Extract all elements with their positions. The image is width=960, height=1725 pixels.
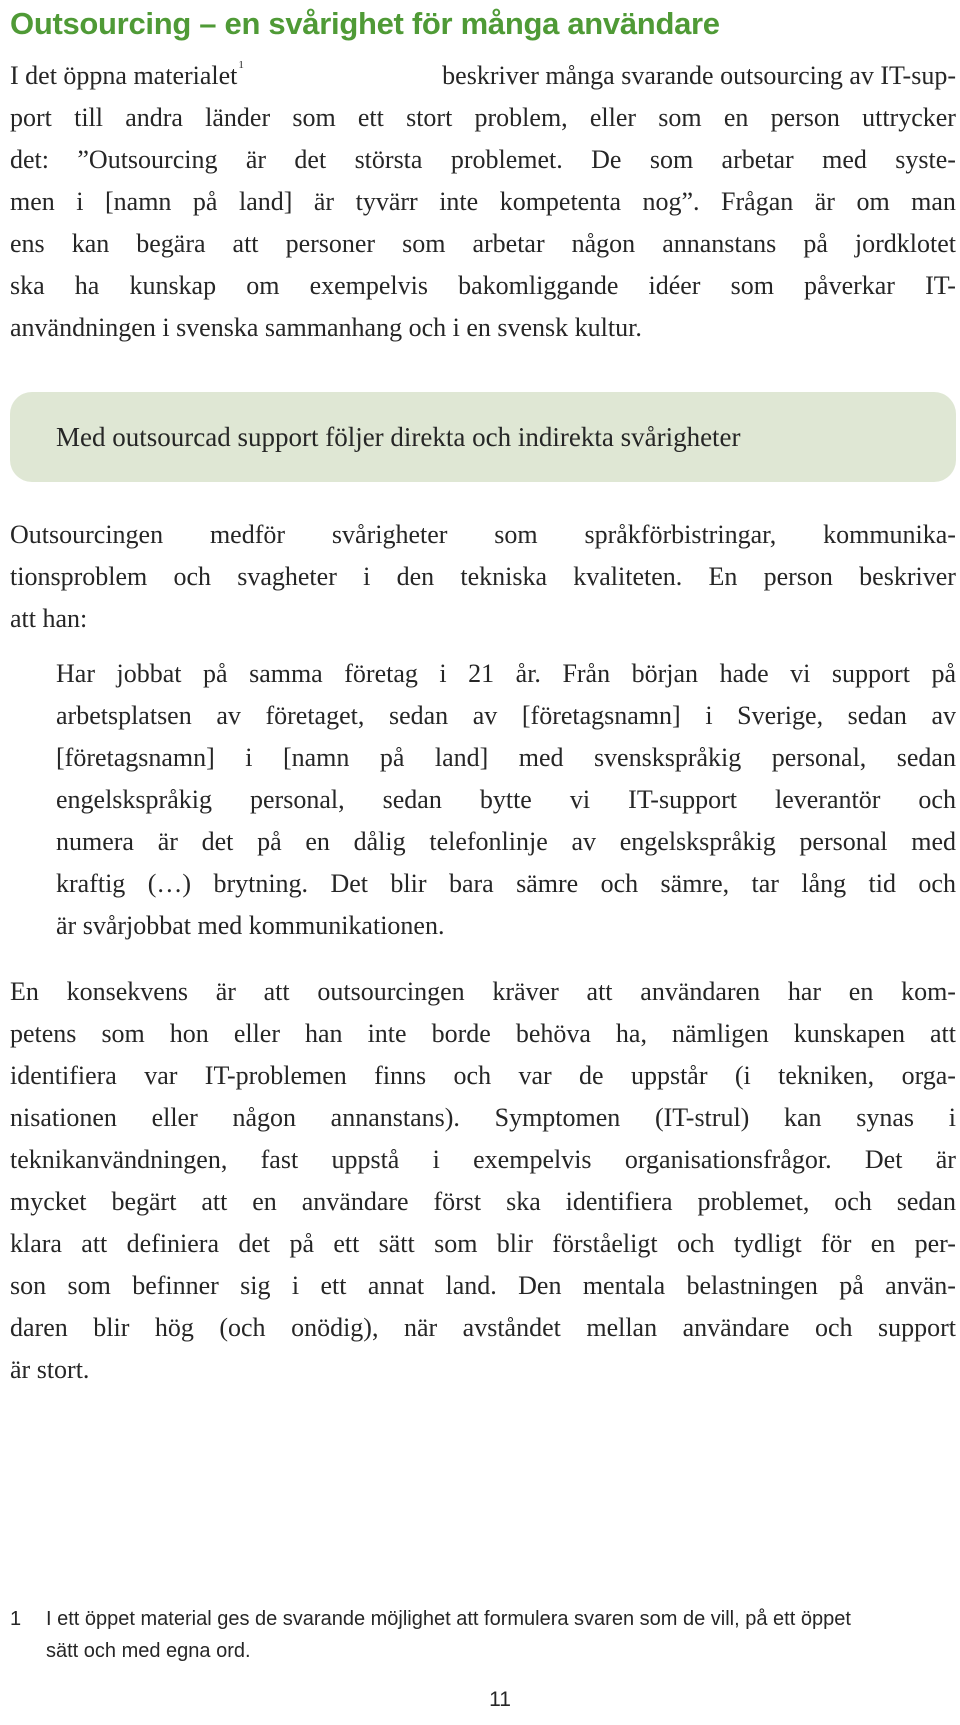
word: person (770, 103, 840, 132)
word: det (294, 145, 327, 174)
word: annat (367, 1271, 425, 1300)
word: som (292, 103, 336, 132)
word: bara (448, 869, 494, 898)
footnote (10, 1603, 956, 1667)
word: medför (209, 520, 286, 549)
word: (IT-strul) (654, 1103, 750, 1132)
word: först (433, 1187, 482, 1216)
word: på (257, 827, 282, 856)
quote-line (56, 695, 956, 737)
word: sedan (847, 701, 907, 730)
paragraph-intro (10, 55, 956, 349)
word: och (676, 1229, 715, 1258)
word: är (157, 827, 178, 856)
paragraph-line (10, 1307, 956, 1349)
footnote-number: 1 (10, 1608, 22, 1630)
word: språkförbistringar, (584, 520, 777, 549)
quote-line (56, 779, 956, 821)
word: i (291, 1271, 300, 1300)
word: problem, (474, 103, 568, 132)
word: arbetar (721, 145, 794, 174)
word: land] (434, 743, 489, 772)
block-quote (56, 653, 956, 947)
word: son (10, 1271, 47, 1300)
word: de (579, 1061, 604, 1090)
word: mycket (10, 1187, 87, 1216)
word: Outsourcingen (10, 520, 164, 549)
word: problemet, (697, 1187, 810, 1216)
line-text: beskriver många svarande outsourcing av IT-sup- (442, 61, 956, 90)
word: är (245, 145, 267, 174)
word: fast (260, 1145, 299, 1174)
word: hon (169, 1019, 209, 1048)
word: som (494, 520, 538, 549)
word: sätt (378, 1229, 415, 1258)
word: och (918, 869, 956, 898)
word: på (203, 659, 228, 688)
word: på (931, 659, 956, 688)
word: tionsproblem (10, 562, 148, 591)
word: påverkar (804, 271, 895, 300)
word: Frågan (721, 187, 794, 216)
word: ha (74, 271, 100, 300)
word: när (403, 1313, 438, 1342)
word: uppstå (331, 1145, 400, 1174)
word: i (705, 701, 713, 730)
word: (…) (147, 869, 192, 898)
word: organisationsfrågor. (624, 1145, 832, 1174)
word: som (67, 1271, 111, 1300)
word: uppstår (630, 1061, 708, 1090)
word: ett (320, 1271, 347, 1300)
word: land. (445, 1271, 497, 1300)
word: hade (719, 659, 769, 688)
paragraph-line (10, 1265, 956, 1307)
footnote-text (46, 1603, 851, 1667)
word: land] (238, 187, 293, 216)
word: som (658, 103, 702, 132)
word: De (591, 145, 622, 174)
word: port (10, 103, 52, 132)
paragraph-line (10, 265, 956, 307)
paragraph-line (10, 971, 956, 1013)
word: vi (569, 785, 591, 814)
word: tid (868, 869, 896, 898)
word: jordklotet (854, 229, 956, 258)
word: lång (801, 869, 847, 898)
word: år. (515, 659, 541, 688)
word: vi (790, 659, 811, 688)
word: på (839, 1271, 864, 1300)
word: största (354, 145, 423, 174)
word: identifiera (10, 1061, 117, 1090)
word: begärt (111, 1187, 177, 1216)
word: ska (10, 271, 45, 300)
word: att (201, 1187, 228, 1216)
word: det (201, 827, 234, 856)
word: per- (914, 1229, 956, 1258)
word: ha, (615, 1019, 647, 1048)
word: petens (10, 1019, 77, 1048)
word: numera (56, 827, 134, 856)
word: daren (10, 1313, 68, 1342)
word: på (803, 229, 828, 258)
word: Har (56, 659, 95, 688)
word: annanstans). (330, 1103, 460, 1132)
footnote-line: sätt och med egna ord. (46, 1640, 251, 1662)
quote-line (56, 821, 956, 863)
quote-line (56, 863, 956, 905)
paragraph-line: användningen i svenska sammanhang och i en svensk kultur. (10, 313, 642, 342)
word: är (313, 187, 335, 216)
word: uttrycker (862, 103, 956, 132)
word: personal (799, 827, 888, 856)
word: sedan (896, 743, 956, 772)
word: jobbat (116, 659, 182, 688)
word: support (877, 1313, 956, 1342)
word: länder (205, 103, 271, 132)
paragraph-line (10, 1139, 956, 1181)
word: kompetenta (499, 187, 621, 216)
word: teknikanvändningen, (10, 1145, 228, 1174)
word: sedan (382, 785, 442, 814)
word: sämre (516, 869, 579, 898)
word: i (439, 659, 447, 688)
word: tydligt (733, 1229, 802, 1258)
word: engelskspråkig (619, 827, 776, 856)
word: det: (10, 145, 49, 174)
word: nämligen (671, 1019, 769, 1048)
word: användare (301, 1187, 409, 1216)
word: kunskap (129, 271, 217, 300)
word: det (238, 1229, 271, 1258)
word: engelskspråkig (56, 785, 212, 814)
word: Från (562, 659, 611, 688)
word: Det (330, 869, 369, 898)
paragraph-consequence (10, 971, 956, 1391)
word: tekniken, (778, 1061, 875, 1090)
word: användare (682, 1313, 790, 1342)
word: en (305, 827, 330, 856)
word: belastningen (686, 1271, 818, 1300)
word: och (173, 562, 211, 591)
word: ska (506, 1187, 541, 1216)
word: problemet. (450, 145, 563, 174)
word: början (631, 659, 699, 688)
word: IT- (925, 271, 956, 300)
word: av (931, 701, 956, 730)
word: i (948, 1103, 956, 1132)
word: av (216, 701, 241, 730)
word: var (518, 1061, 552, 1090)
paragraph-line (10, 139, 956, 181)
quote-line (56, 653, 956, 695)
word: arbetsplatsen (56, 701, 192, 730)
word: 21 (468, 659, 495, 688)
word: hög (154, 1313, 194, 1342)
paragraph-line: att han: (10, 604, 88, 633)
word: i (245, 743, 253, 772)
footnote-ref[interactable]: 1 (238, 59, 244, 71)
word: kommunika- (823, 520, 956, 549)
word: i (432, 1145, 440, 1174)
paragraph-line (10, 97, 956, 139)
word: behöva (515, 1019, 591, 1048)
word: ett (357, 103, 384, 132)
paragraph-outsourcing (10, 514, 956, 640)
word: support (831, 659, 910, 688)
word: svagheter (237, 562, 337, 591)
word: och (453, 1061, 492, 1090)
paragraph-line (10, 1055, 956, 1097)
section-heading: Outsourcing – en svårighet för många användare (10, 6, 720, 41)
word: sig (240, 1271, 271, 1300)
paragraph-line (10, 223, 956, 265)
word: identifiera (565, 1187, 673, 1216)
word: eller (589, 103, 637, 132)
word: med (911, 827, 956, 856)
word: svenskspråkig (593, 743, 742, 772)
paragraph-line (10, 55, 956, 97)
word: personal, (771, 743, 867, 772)
word: företaget, (265, 701, 365, 730)
quote-line: är svårjobbat med kommunikationen. (56, 911, 445, 940)
word: han (305, 1019, 343, 1048)
word: avståndet (462, 1313, 561, 1342)
word: brytning. (213, 869, 309, 898)
word: sedan (388, 701, 449, 730)
word: Den (518, 1271, 562, 1300)
word: eller (151, 1103, 198, 1132)
paragraph-line (10, 1181, 956, 1223)
word: av (472, 701, 498, 730)
word: Symptomen (494, 1103, 621, 1132)
word: förståeligt (552, 1229, 658, 1258)
word: ens (10, 229, 45, 258)
word: en (870, 1229, 896, 1258)
word: kraftig (56, 869, 126, 898)
word: IT-support (628, 785, 737, 814)
word: leverantör (775, 785, 881, 814)
word: blir (390, 869, 427, 898)
word: Det (864, 1145, 903, 1174)
word: med (822, 145, 867, 174)
word: någon (232, 1103, 296, 1132)
word: eller (233, 1019, 280, 1048)
word: svårigheter (331, 520, 448, 549)
word: på (289, 1229, 314, 1258)
word: är (935, 1145, 956, 1174)
word: att (232, 229, 259, 258)
word: med (518, 743, 564, 772)
word: dålig (353, 827, 406, 856)
word: att (929, 1019, 956, 1048)
word: var (144, 1061, 178, 1090)
word: kom- (901, 977, 956, 1006)
word: om (856, 187, 890, 216)
word: syste- (895, 145, 956, 174)
word: blir (496, 1229, 533, 1258)
word: telefonlinje (429, 827, 548, 856)
word: definiera (126, 1229, 220, 1258)
paragraph-line (10, 1013, 956, 1055)
word: beskriver (859, 562, 956, 591)
word: på (192, 187, 218, 216)
word: som (649, 145, 694, 174)
word: ett (333, 1229, 360, 1258)
word: synas (856, 1103, 915, 1132)
word: att (586, 977, 613, 1006)
word: klara (10, 1229, 62, 1258)
word: ”Outsourcing (77, 145, 218, 174)
footnote-row (10, 1603, 956, 1667)
word: en (723, 103, 749, 132)
word: och (600, 869, 639, 898)
word: företag (344, 659, 418, 688)
paragraph-line (10, 556, 956, 598)
line-text: I det öppna materialet (10, 61, 238, 90)
word: (och (219, 1313, 266, 1342)
callout-box (10, 392, 956, 482)
word: mentala (582, 1271, 666, 1300)
word: [namn (282, 743, 350, 772)
word: för (821, 1229, 852, 1258)
paragraph-line (10, 1097, 956, 1139)
word: som (434, 1229, 478, 1258)
word: och (918, 785, 956, 814)
word: kvaliteten. (573, 562, 683, 591)
word: är (215, 977, 236, 1006)
word: finns (374, 1061, 427, 1090)
word: Sverige, (737, 701, 824, 730)
word: tyvärr (355, 187, 418, 216)
word: IT-problemen (204, 1061, 347, 1090)
word: konsekvens (66, 977, 188, 1006)
word: exempelvis (309, 271, 428, 300)
word: till (74, 103, 103, 132)
word: outsourcingen (317, 977, 465, 1006)
footnote-line: I ett öppet material ges de svarande möjlighet att formulera svaren som de vill, på ett öppet (46, 1608, 851, 1630)
word: idéer (648, 271, 701, 300)
word: kräver (492, 977, 559, 1006)
word: [företagsnamn] (521, 701, 681, 730)
word: befinner (132, 1271, 219, 1300)
word: exempelvis (473, 1145, 592, 1174)
word: mellan (586, 1313, 658, 1342)
paragraph-line (10, 1223, 956, 1265)
word: är (814, 187, 835, 216)
word: (i (734, 1061, 751, 1090)
word: i (363, 562, 371, 591)
word: nog”. (642, 187, 700, 216)
word: sedan (896, 1187, 956, 1216)
word: och (814, 1313, 853, 1342)
word: att (81, 1229, 108, 1258)
word: man (911, 187, 956, 216)
word: En (708, 562, 738, 591)
word: en (252, 1187, 277, 1216)
paragraph-line (10, 181, 956, 223)
word: den (396, 562, 435, 591)
word: använ- (885, 1271, 956, 1300)
word: annanstans (662, 229, 777, 258)
word: en (848, 977, 874, 1006)
word: tar (751, 869, 779, 898)
word: som (101, 1019, 145, 1048)
word: som (730, 271, 774, 300)
word: blir (93, 1313, 130, 1342)
word: [namn (105, 187, 172, 216)
word: person (763, 562, 833, 591)
word: personer (285, 229, 376, 258)
paragraph-line: är stort. (10, 1355, 90, 1384)
word: bytte (479, 785, 532, 814)
word: av (571, 827, 597, 856)
word: borde (431, 1019, 491, 1048)
word: i (76, 187, 84, 216)
word: som (402, 229, 446, 258)
word: och (834, 1187, 872, 1216)
word: bakomliggande (458, 271, 619, 300)
word: kunskapen (793, 1019, 905, 1048)
word: arbetar (472, 229, 545, 258)
word: onödig), (291, 1313, 379, 1342)
word: stort (406, 103, 453, 132)
word: om (246, 271, 280, 300)
page-number: 11 (489, 1688, 511, 1711)
paragraph-line (10, 514, 956, 556)
word: personal, (250, 785, 345, 814)
word: kan (784, 1103, 822, 1132)
word: nisationen (10, 1103, 117, 1132)
word: någon (571, 229, 636, 258)
quote-line (56, 737, 956, 779)
word: men (10, 187, 55, 216)
word: begära (136, 229, 206, 258)
word: inte (439, 187, 479, 216)
word: inte (367, 1019, 407, 1048)
word: orga- (901, 1061, 956, 1090)
word: samma (249, 659, 323, 688)
word: [företagsnamn] (56, 743, 215, 772)
word: användaren (640, 977, 761, 1006)
word: på (379, 743, 405, 772)
callout-text: Med outsourcad support följer direkta och indirekta svårigheter (56, 422, 741, 452)
word: tekniska (460, 562, 547, 591)
word: har (787, 977, 822, 1006)
word: En (10, 977, 39, 1006)
word: andra (125, 103, 183, 132)
word: sämre, (660, 869, 730, 898)
word: att (263, 977, 290, 1006)
word: kan (71, 229, 110, 258)
